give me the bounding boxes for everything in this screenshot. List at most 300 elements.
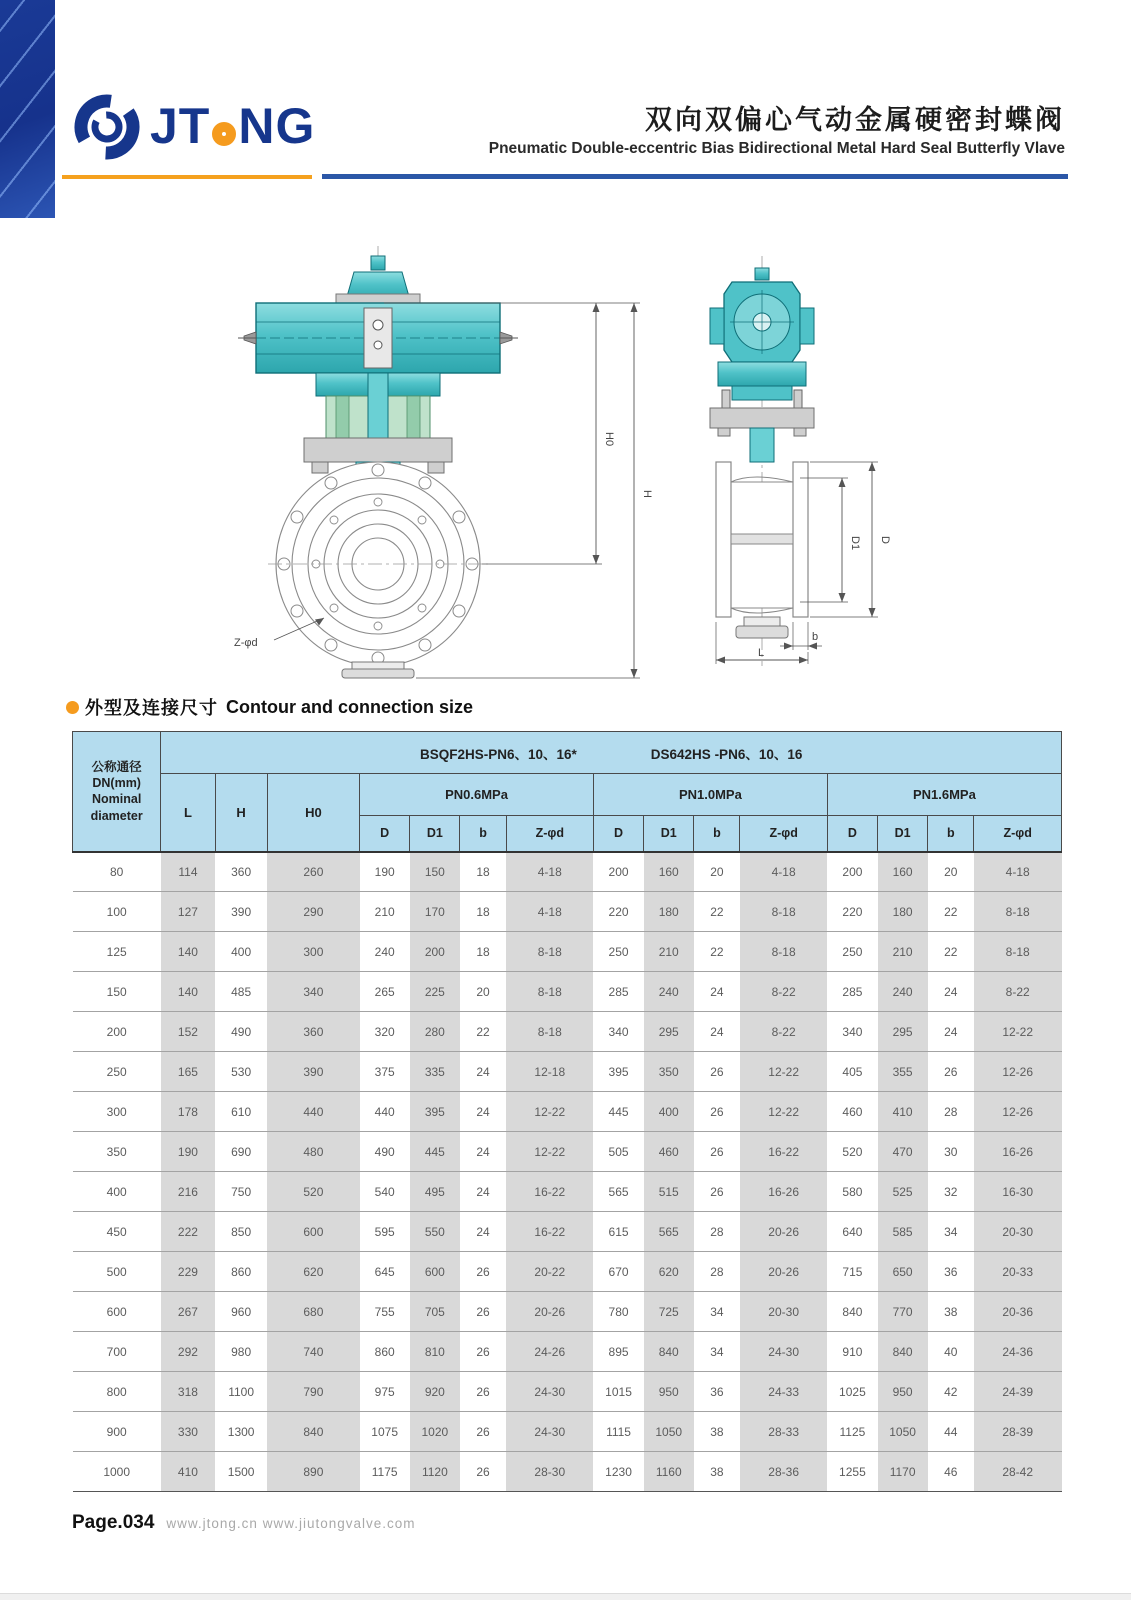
- table-cell: 20-36: [974, 1292, 1062, 1332]
- table-cell: 980: [215, 1332, 267, 1372]
- table-cell: 12-22: [974, 1012, 1062, 1052]
- model-bsqf2hs: BSQF2HS-PN6、10、16*: [419, 746, 577, 762]
- dim-label-b: b: [812, 631, 819, 643]
- table-cell: 24-39: [974, 1372, 1062, 1412]
- table-cell: 26: [694, 1092, 740, 1132]
- table-cell: 20: [928, 852, 974, 892]
- table-cell: 1125: [827, 1412, 877, 1452]
- table-cell: 1050: [644, 1412, 694, 1452]
- table-cell: 18: [460, 852, 506, 892]
- dn-line1: 公称通径: [91, 759, 142, 774]
- table-cell: 12-22: [506, 1092, 593, 1132]
- table-cell: 36: [694, 1372, 740, 1412]
- dim-label-h0: H0: [603, 432, 615, 447]
- page-title-chinese: 双向双偏心气动金属硬密封蝶阀: [645, 105, 1065, 135]
- table-cell: 28-33: [740, 1412, 827, 1452]
- table-cell: 295: [644, 1012, 694, 1052]
- table-cell: 375: [360, 1052, 410, 1092]
- header-pn10-d: D: [593, 816, 643, 852]
- table-cell: 34: [694, 1292, 740, 1332]
- table-cell: 340: [827, 1012, 877, 1052]
- table-cell: 350: [644, 1052, 694, 1092]
- table-cell: 190: [161, 1132, 215, 1172]
- header-pn06: PN0.6MPa: [360, 774, 594, 816]
- table-cell: 16-30: [974, 1172, 1062, 1212]
- table-row: [73, 1172, 1062, 1212]
- table-cell: 470: [878, 1132, 928, 1172]
- table-cell: 4-18: [974, 852, 1062, 892]
- table-row: [73, 1332, 1062, 1372]
- table-cell: 8-18: [740, 932, 827, 972]
- table-cell: 267: [161, 1292, 215, 1332]
- table-cell: 440: [267, 1092, 359, 1132]
- table-cell: 890: [267, 1452, 359, 1492]
- table-cell: 250: [73, 1052, 161, 1092]
- table-cell: 24-26: [506, 1332, 593, 1372]
- table-row: [73, 1212, 1062, 1252]
- table-cell: 16-22: [506, 1172, 593, 1212]
- table-cell: 318: [161, 1372, 215, 1412]
- table-cell: 8-18: [974, 892, 1062, 932]
- header-pn10-b: b: [694, 816, 740, 852]
- table-cell: 20-22: [506, 1252, 593, 1292]
- table-cell: 26: [928, 1052, 974, 1092]
- table-cell: 585: [878, 1212, 928, 1252]
- header-pn16: PN1.6MPa: [827, 774, 1061, 816]
- table-cell: 200: [410, 932, 460, 972]
- table-cell: 300: [73, 1092, 161, 1132]
- table-cell: 780: [593, 1292, 643, 1332]
- section-title-english: Contour and connection size: [226, 696, 474, 717]
- table-cell: 26: [460, 1252, 506, 1292]
- table-cell: 8-18: [506, 1012, 593, 1052]
- table-cell: 485: [215, 972, 267, 1012]
- table-cell: 229: [161, 1252, 215, 1292]
- table-cell: 595: [360, 1212, 410, 1252]
- table-cell: 400: [73, 1172, 161, 1212]
- table-cell: 20-26: [740, 1212, 827, 1252]
- table-cell: 770: [878, 1292, 928, 1332]
- table-cell: 24: [460, 1092, 506, 1132]
- table-cell: 12-18: [506, 1052, 593, 1092]
- header-models: [161, 732, 1062, 774]
- table-cell: 840: [644, 1332, 694, 1372]
- table-cell: 1160: [644, 1452, 694, 1492]
- table-cell: 960: [215, 1292, 267, 1332]
- table-cell: 395: [410, 1092, 460, 1132]
- table-cell: 1175: [360, 1452, 410, 1492]
- table-cell: 790: [267, 1372, 359, 1412]
- table-cell: 620: [644, 1252, 694, 1292]
- header-rule-blue: [322, 174, 1068, 179]
- header-h0: H0: [267, 774, 359, 852]
- table-cell: 460: [644, 1132, 694, 1172]
- table-cell: 150: [73, 972, 161, 1012]
- table-cell: 525: [878, 1172, 928, 1212]
- table-cell: 210: [644, 932, 694, 972]
- table-cell: 210: [360, 892, 410, 932]
- table-cell: 565: [593, 1172, 643, 1212]
- table-cell: 410: [878, 1092, 928, 1132]
- table-cell: 450: [73, 1212, 161, 1252]
- table-cell: 800: [73, 1372, 161, 1412]
- table-row: [73, 1372, 1062, 1412]
- header-pn16-z: Z-φd: [974, 816, 1062, 852]
- table-cell: 28-30: [506, 1452, 593, 1492]
- table-cell: 292: [161, 1332, 215, 1372]
- table-cell: 285: [827, 972, 877, 1012]
- logo-ng: NG: [238, 98, 316, 154]
- table-cell: 490: [360, 1132, 410, 1172]
- table-cell: 320: [360, 1012, 410, 1052]
- table-cell: 22: [928, 932, 974, 972]
- header-pn10-d1: D1: [644, 816, 694, 852]
- table-cell: 670: [593, 1252, 643, 1292]
- table-cell: 24-30: [506, 1412, 593, 1452]
- table-cell: 26: [694, 1052, 740, 1092]
- table-cell: 240: [878, 972, 928, 1012]
- table-cell: 975: [360, 1372, 410, 1412]
- table-cell: 22: [460, 1012, 506, 1052]
- table-cell: 140: [161, 932, 215, 972]
- table-cell: 16-22: [506, 1212, 593, 1252]
- logo-jt: JT: [150, 98, 211, 154]
- technical-drawings: [0, 240, 1131, 690]
- header-pn06-d1: D1: [410, 816, 460, 852]
- table-cell: 860: [360, 1332, 410, 1372]
- header-nominal-diameter: [73, 732, 161, 852]
- table-cell: 515: [644, 1172, 694, 1212]
- table-cell: 690: [215, 1132, 267, 1172]
- table-cell: 495: [410, 1172, 460, 1212]
- table-row: [73, 1052, 1062, 1092]
- header-pn10-z: Z-φd: [740, 816, 827, 852]
- header-h: H: [215, 774, 267, 852]
- table-cell: 20-26: [506, 1292, 593, 1332]
- table-cell: 360: [215, 852, 267, 892]
- table-cell: 600: [73, 1292, 161, 1332]
- table-cell: 42: [928, 1372, 974, 1412]
- valve-side-view-drawing: [652, 250, 987, 670]
- table-cell: 165: [161, 1052, 215, 1092]
- table-cell: 200: [593, 852, 643, 892]
- table-cell: 615: [593, 1212, 643, 1252]
- table-cell: 440: [360, 1092, 410, 1132]
- table-cell: 355: [878, 1052, 928, 1092]
- table-cell: 150: [410, 852, 460, 892]
- table-cell: 34: [928, 1212, 974, 1252]
- table-cell: 1115: [593, 1412, 643, 1452]
- table-cell: 860: [215, 1252, 267, 1292]
- table-cell: 22: [694, 932, 740, 972]
- table-cell: 1100: [215, 1372, 267, 1412]
- header-pn16-d: D: [827, 816, 877, 852]
- table-cell: 910: [827, 1332, 877, 1372]
- page-footer: [72, 1512, 416, 1534]
- table-cell: 140: [161, 972, 215, 1012]
- table-cell: 12-26: [974, 1092, 1062, 1132]
- table-cell: 28: [928, 1092, 974, 1132]
- table-cell: 920: [410, 1372, 460, 1412]
- table-cell: 16-22: [740, 1132, 827, 1172]
- table-row: [73, 1252, 1062, 1292]
- header-pn06-b: b: [460, 816, 506, 852]
- table-cell: 285: [593, 972, 643, 1012]
- table-cell: 250: [593, 932, 643, 972]
- table-cell: 620: [267, 1252, 359, 1292]
- table-cell: 190: [360, 852, 410, 892]
- table-cell: 840: [827, 1292, 877, 1332]
- table-cell: 445: [593, 1092, 643, 1132]
- table-cell: 220: [827, 892, 877, 932]
- table-cell: 8-18: [506, 972, 593, 1012]
- table-cell: 16-26: [974, 1132, 1062, 1172]
- table-cell: 8-22: [974, 972, 1062, 1012]
- table-cell: 950: [644, 1372, 694, 1412]
- table-cell: 390: [215, 892, 267, 932]
- table-cell: 250: [827, 932, 877, 972]
- table-cell: 8-18: [974, 932, 1062, 972]
- table-cell: 24: [694, 1012, 740, 1052]
- table-cell: 200: [827, 852, 877, 892]
- dn-line3: Nominal: [92, 792, 142, 807]
- table-cell: 24: [928, 972, 974, 1012]
- table-cell: 20-33: [974, 1252, 1062, 1292]
- table-cell: 80: [73, 852, 161, 892]
- dim-label-d1: D1: [849, 536, 861, 551]
- table-cell: 810: [410, 1332, 460, 1372]
- table-cell: 460: [827, 1092, 877, 1132]
- table-cell: 46: [928, 1452, 974, 1492]
- header-rule-orange: [62, 175, 312, 179]
- logo-swirl-icon: [70, 88, 144, 164]
- table-cell: 26: [694, 1132, 740, 1172]
- table-cell: 540: [360, 1172, 410, 1212]
- table-cell: 840: [267, 1412, 359, 1452]
- table-cell: 28-39: [974, 1412, 1062, 1452]
- bottom-strip: [0, 1593, 1131, 1600]
- table-cell: 610: [215, 1092, 267, 1132]
- table-cell: 18: [460, 892, 506, 932]
- table-cell: 340: [593, 1012, 643, 1052]
- table-cell: 445: [410, 1132, 460, 1172]
- table-cell: 36: [928, 1252, 974, 1292]
- table-cell: 180: [644, 892, 694, 932]
- table-cell: 200: [73, 1012, 161, 1052]
- table-cell: 28-42: [974, 1452, 1062, 1492]
- table-cell: 28: [694, 1252, 740, 1292]
- table-cell: 24: [460, 1052, 506, 1092]
- table-header: [73, 732, 1062, 852]
- table-row: [73, 892, 1062, 932]
- table-cell: 22: [928, 892, 974, 932]
- table-cell: 38: [694, 1452, 740, 1492]
- table-cell: 24: [460, 1172, 506, 1212]
- table-cell: 8-18: [740, 892, 827, 932]
- header-pn10: PN1.0MPa: [593, 774, 827, 816]
- table-cell: 40: [928, 1332, 974, 1372]
- table-cell: 410: [161, 1452, 215, 1492]
- table-cell: 500: [73, 1252, 161, 1292]
- table-cell: 490: [215, 1012, 267, 1052]
- table-cell: 210: [878, 932, 928, 972]
- table-cell: 24: [694, 972, 740, 1012]
- header-l: L: [161, 774, 215, 852]
- table-cell: 390: [267, 1052, 359, 1092]
- table-cell: 225: [410, 972, 460, 1012]
- table-cell: 290: [267, 892, 359, 932]
- table-cell: 405: [827, 1052, 877, 1092]
- table-cell: 740: [267, 1332, 359, 1372]
- header-pn06-z: Z-φd: [506, 816, 593, 852]
- table-cell: 600: [267, 1212, 359, 1252]
- table-cell: 505: [593, 1132, 643, 1172]
- table-cell: 1050: [878, 1412, 928, 1452]
- table-cell: 1015: [593, 1372, 643, 1412]
- table-cell: 1230: [593, 1452, 643, 1492]
- table-row: [73, 852, 1062, 892]
- table-cell: 750: [215, 1172, 267, 1212]
- table-cell: 520: [827, 1132, 877, 1172]
- table-cell: 360: [267, 1012, 359, 1052]
- table-cell: 1170: [878, 1452, 928, 1492]
- table-cell: 640: [827, 1212, 877, 1252]
- table-cell: 24: [460, 1212, 506, 1252]
- table-cell: 24-36: [974, 1332, 1062, 1372]
- table-cell: 400: [644, 1092, 694, 1132]
- table-cell: 340: [267, 972, 359, 1012]
- table-row: [73, 1412, 1062, 1452]
- table-cell: 160: [878, 852, 928, 892]
- table-cell: 38: [694, 1412, 740, 1452]
- table-cell: 755: [360, 1292, 410, 1332]
- footer-urls: www.jtong.cn www.jiutongvalve.com: [166, 1516, 416, 1531]
- table-row: [73, 1292, 1062, 1332]
- table-cell: 26: [460, 1412, 506, 1452]
- table-cell: 20-26: [740, 1252, 827, 1292]
- corner-decoration: [0, 0, 55, 218]
- table-cell: 8-22: [740, 972, 827, 1012]
- table-row: [73, 1452, 1062, 1492]
- table-cell: 715: [827, 1252, 877, 1292]
- table-cell: 530: [215, 1052, 267, 1092]
- table-cell: 565: [644, 1212, 694, 1252]
- header-pn16-d1: D1: [878, 816, 928, 852]
- table-cell: 127: [161, 892, 215, 932]
- table-cell: 4-18: [506, 892, 593, 932]
- table-cell: 480: [267, 1132, 359, 1172]
- table-cell: 22: [694, 892, 740, 932]
- table-cell: 12-22: [506, 1132, 593, 1172]
- table-cell: 840: [878, 1332, 928, 1372]
- table-cell: 32: [928, 1172, 974, 1212]
- table-cell: 330: [161, 1412, 215, 1452]
- table-cell: 44: [928, 1412, 974, 1452]
- table-cell: 38: [928, 1292, 974, 1332]
- table-cell: 580: [827, 1172, 877, 1212]
- table-cell: 1255: [827, 1452, 877, 1492]
- table-cell: 650: [878, 1252, 928, 1292]
- table-cell: 18: [460, 932, 506, 972]
- bullet-icon: [66, 701, 79, 714]
- table-cell: 700: [73, 1332, 161, 1372]
- table-cell: 180: [878, 892, 928, 932]
- dimension-table: [72, 731, 1062, 1492]
- table-cell: 222: [161, 1212, 215, 1252]
- section-title: [66, 694, 473, 720]
- table-cell: 16-26: [740, 1172, 827, 1212]
- table-cell: 100: [73, 892, 161, 932]
- table-cell: 520: [267, 1172, 359, 1212]
- table-cell: 24: [460, 1132, 506, 1172]
- table-cell: 30: [928, 1132, 974, 1172]
- dim-label-l: L: [758, 647, 765, 659]
- table-cell: 600: [410, 1252, 460, 1292]
- table-cell: 26: [460, 1332, 506, 1372]
- table-row: [73, 932, 1062, 972]
- table-cell: 705: [410, 1292, 460, 1332]
- table-cell: 125: [73, 932, 161, 972]
- table-cell: 170: [410, 892, 460, 932]
- table-body: [73, 852, 1062, 1492]
- table-cell: 20: [460, 972, 506, 1012]
- table-cell: 260: [267, 852, 359, 892]
- section-title-chinese: 外型及连接尺寸: [85, 698, 218, 718]
- table-cell: 265: [360, 972, 410, 1012]
- table-cell: 295: [878, 1012, 928, 1052]
- table-cell: 28-36: [740, 1452, 827, 1492]
- table-cell: 1120: [410, 1452, 460, 1492]
- logo-o-ring: [212, 122, 236, 146]
- page-number: Page.034: [72, 1512, 155, 1533]
- table-cell: 26: [460, 1292, 506, 1332]
- table-cell: 24-30: [506, 1372, 593, 1412]
- dim-label-d: D: [879, 536, 891, 544]
- table-cell: 335: [410, 1052, 460, 1092]
- table-row: [73, 1092, 1062, 1132]
- table-cell: 240: [644, 972, 694, 1012]
- table-cell: 8-18: [506, 932, 593, 972]
- table-cell: 1025: [827, 1372, 877, 1412]
- table-row: [73, 972, 1062, 1012]
- table-cell: 152: [161, 1012, 215, 1052]
- model-ds642hs: DS642HS -PN6、10、16: [650, 746, 803, 762]
- table-cell: 400: [215, 932, 267, 972]
- table-cell: 4-18: [506, 852, 593, 892]
- table-cell: 1500: [215, 1452, 267, 1492]
- dim-label-zd: Z-φd: [234, 637, 258, 649]
- jtong-logo: [70, 88, 315, 164]
- table-cell: 350: [73, 1132, 161, 1172]
- table-cell: 20-30: [740, 1292, 827, 1332]
- header-pn16-b: b: [928, 816, 974, 852]
- table-cell: 900: [73, 1412, 161, 1452]
- table-cell: 12-22: [740, 1092, 827, 1132]
- table-cell: 4-18: [740, 852, 827, 892]
- table-cell: 950: [878, 1372, 928, 1412]
- table-cell: 20: [694, 852, 740, 892]
- table-cell: 20-30: [974, 1212, 1062, 1252]
- table-cell: 26: [460, 1452, 506, 1492]
- table-cell: 28: [694, 1212, 740, 1252]
- table-cell: 24: [928, 1012, 974, 1052]
- table-cell: 550: [410, 1212, 460, 1252]
- table-cell: 26: [460, 1372, 506, 1412]
- table-cell: 1020: [410, 1412, 460, 1452]
- table-cell: 216: [161, 1172, 215, 1212]
- table-cell: 24-33: [740, 1372, 827, 1412]
- dim-label-h: H: [641, 490, 653, 498]
